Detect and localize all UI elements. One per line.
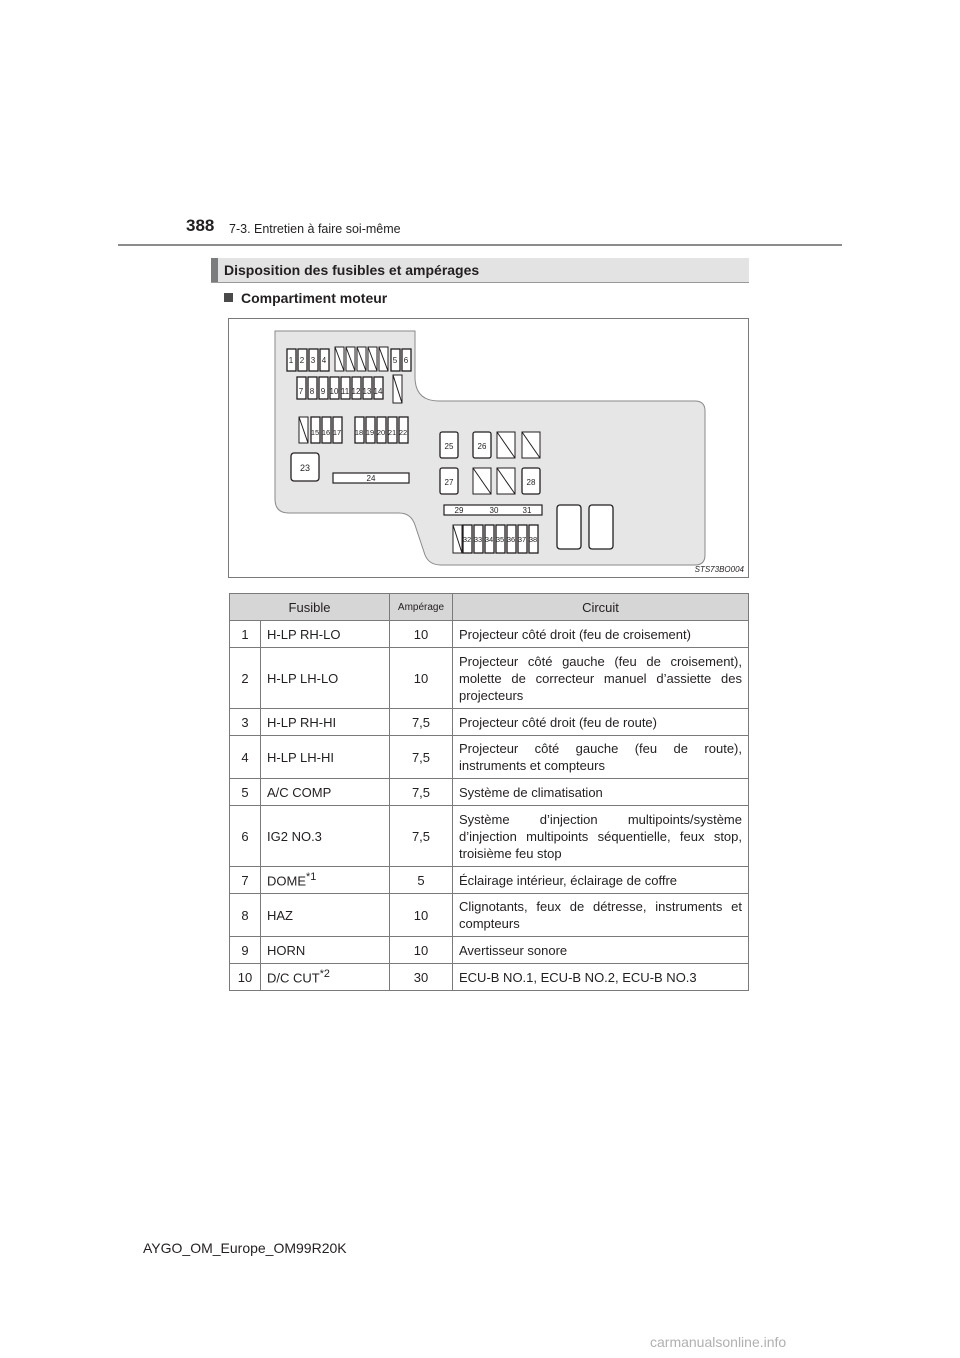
footer-doc-id: AYGO_OM_Europe_OM99R20K <box>143 1240 347 1256</box>
fuse-box-figure <box>228 318 749 578</box>
fuse-name: HORN <box>261 937 390 964</box>
fuse-name <box>261 867 390 894</box>
fuse-label: 6 <box>403 356 409 365</box>
fuse-label: 13 <box>362 387 372 396</box>
fuse-number: 6 <box>230 806 261 867</box>
fuse-label: 1 <box>288 356 294 365</box>
fuse-label: 19 <box>365 428 375 437</box>
fuse-label: 35 <box>495 535 505 544</box>
fuse-number: 4 <box>230 736 261 779</box>
table-header-row <box>230 594 749 621</box>
table-row <box>230 736 749 779</box>
fuse-amperage: 10 <box>390 894 453 937</box>
watermark: carmanualsonline.info <box>650 1334 787 1350</box>
table-row <box>230 867 749 894</box>
fuse-label: 23 <box>299 463 311 473</box>
fuse-amperage: 7,5 <box>390 736 453 779</box>
fuse-circuit: Projecteur côté gauche (feu de croisement), molette de correcteur manuel d’assiette des projecteurs <box>453 648 749 709</box>
fuse-circuit: Système d’injection multipoints/système d’injection multipoints séquentielle, feux stop, troisième feu stop <box>453 806 749 867</box>
subheading <box>224 290 387 306</box>
fuse-label: 8 <box>309 387 315 396</box>
fuse-label: 2 <box>299 356 305 365</box>
fuse-table <box>229 593 749 991</box>
fuse-label: 27 <box>444 478 454 487</box>
fuse-number: 5 <box>230 779 261 806</box>
fuse-name: H-LP LH-LO <box>261 648 390 709</box>
fuse-name-text: D/C CUT <box>267 970 320 986</box>
fuse-amperage: 10 <box>390 937 453 964</box>
fuse-circuit: Projecteur côté gauche (feu de route), instruments et compteurs <box>453 736 749 779</box>
fuse-label: 36 <box>506 535 516 544</box>
fuse-amperage: 30 <box>390 964 453 991</box>
section-title: Disposition des fusibles et ampérages <box>224 262 480 278</box>
figure-code: STS73BO004 <box>694 565 744 574</box>
large-relay <box>557 505 581 549</box>
fuse-label: 17 <box>332 428 342 437</box>
table-row <box>230 894 749 937</box>
fuse-circuit: Éclairage intérieur, éclairage de coffre <box>453 867 749 894</box>
fuse-label: 38 <box>528 535 538 544</box>
fuse-label: 16 <box>321 428 331 437</box>
footnote-marker: *2 <box>319 968 330 981</box>
chapter-title: 7-3. Entretien à faire soi-même <box>229 222 401 236</box>
fuse-label: 4 <box>321 356 327 365</box>
square-bullet-icon <box>224 293 233 302</box>
fuse-amperage: 7,5 <box>390 806 453 867</box>
fuse-label: 32 <box>462 535 472 544</box>
fuse-label: 20 <box>376 428 386 437</box>
fuse-circuit: Projecteur côté droit (feu de route) <box>453 709 749 736</box>
header-rule <box>118 244 842 246</box>
fuse-label: 26 <box>477 442 487 451</box>
fuse-number: 3 <box>230 709 261 736</box>
fuse-label: 11 <box>340 387 350 396</box>
fuse-label: 37 <box>517 535 527 544</box>
subheading-text: Compartiment moteur <box>241 290 388 306</box>
fuse-label: 30 <box>489 506 499 515</box>
fuse-label: 24 <box>366 474 376 483</box>
page-number: 388 <box>186 216 215 235</box>
fuse-label: 25 <box>444 442 454 451</box>
fuse-label: 28 <box>526 478 536 487</box>
table-row <box>230 621 749 648</box>
fuse-label: 31 <box>522 506 532 515</box>
fuse-label: 34 <box>484 535 494 544</box>
fuse-amperage: 10 <box>390 648 453 709</box>
fuse-label: 3 <box>310 356 316 365</box>
fuse-label: 10 <box>329 387 339 396</box>
fuse-label: 5 <box>392 356 398 365</box>
fuse-label: 7 <box>298 387 304 396</box>
header-circuit: Circuit <box>453 594 749 621</box>
header-amperage: Ampérage <box>390 594 453 621</box>
fuse-amperage: 10 <box>390 621 453 648</box>
fuse-label: 14 <box>373 387 383 396</box>
table-row <box>230 709 749 736</box>
large-relay <box>589 505 613 549</box>
table-row <box>230 648 749 709</box>
fuse-name: H-LP RH-LO <box>261 621 390 648</box>
fuse-label: 33 <box>473 535 483 544</box>
fuse-label: 15 <box>310 428 320 437</box>
fuse-amperage: 5 <box>390 867 453 894</box>
fuse-name <box>261 964 390 991</box>
table-row <box>230 964 749 991</box>
fuse-name: HAZ <box>261 894 390 937</box>
fuse-name: H-LP RH-HI <box>261 709 390 736</box>
header-fuse: Fusible <box>230 594 390 621</box>
fuse-amperage: 7,5 <box>390 779 453 806</box>
fuse-name: IG2 NO.3 <box>261 806 390 867</box>
fuse-box-diagram <box>229 319 748 577</box>
table-row <box>230 937 749 964</box>
fuse-circuit: Projecteur côté droit (feu de croisement) <box>453 621 749 648</box>
fuse-label: 12 <box>351 387 361 396</box>
table-row <box>230 779 749 806</box>
fuse-circuit: Système de climatisation <box>453 779 749 806</box>
fuse-name: H-LP LH-HI <box>261 736 390 779</box>
fuse-label: 9 <box>320 387 326 396</box>
fuse-label: 22 <box>398 428 408 437</box>
section-bar-marker <box>211 258 218 282</box>
fuse-number: 7 <box>230 867 261 894</box>
fuse-circuit: Clignotants, feux de détresse, instruments et compteurs <box>453 894 749 937</box>
fuse-circuit: ECU-B NO.1, ECU-B NO.2, ECU-B NO.3 <box>453 964 749 991</box>
table-row <box>230 806 749 867</box>
fuse-amperage: 7,5 <box>390 709 453 736</box>
fuse-number: 1 <box>230 621 261 648</box>
fuse-number: 10 <box>230 964 261 991</box>
fuse-number: 2 <box>230 648 261 709</box>
fuse-name: A/C COMP <box>261 779 390 806</box>
section-bar <box>211 258 749 283</box>
fuse-label: 21 <box>387 428 397 437</box>
fuse-name-text: DOME <box>267 873 306 889</box>
fuse-label: 18 <box>354 428 364 437</box>
fuse-number: 8 <box>230 894 261 937</box>
fuse-label: 29 <box>454 506 464 515</box>
fuse-number: 9 <box>230 937 261 964</box>
fuse-circuit: Avertisseur sonore <box>453 937 749 964</box>
footnote-marker: *1 <box>306 871 317 884</box>
